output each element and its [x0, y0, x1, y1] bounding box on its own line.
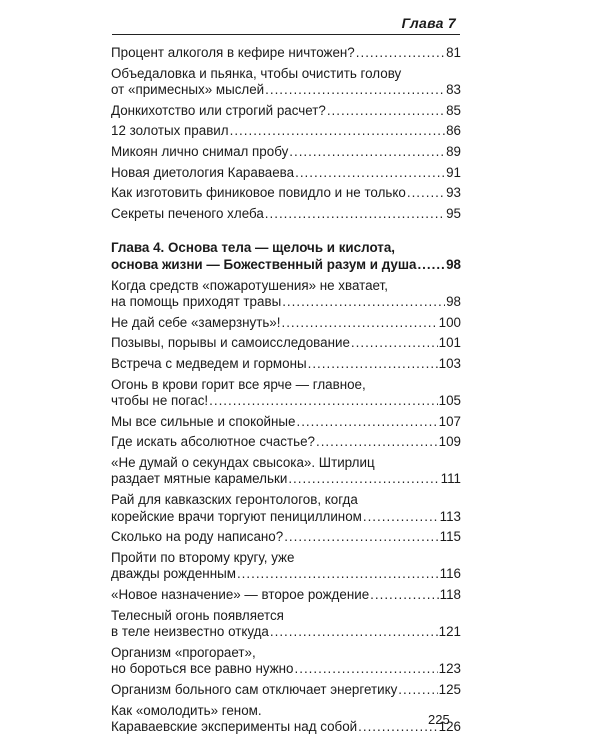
toc-entry-title: Рай для кавказских геронтологов, когда [111, 492, 358, 508]
toc-entry-line [111, 335, 461, 352]
toc-entry-line [111, 529, 461, 546]
toc-entry-line [111, 123, 461, 140]
toc-entry-line [111, 356, 461, 373]
toc-entry-title: Огонь в крови горит все ярче — главное, [111, 376, 366, 392]
toc-page-number: 125 [438, 682, 461, 697]
dot-leader [265, 206, 445, 223]
toc-entry-title: от «примесных» мыслей [111, 82, 265, 98]
toc-entry-title: Объедаловка и пьянка, чтобы очистить голову [111, 65, 402, 81]
toc-entry-title: Встреча с медведем и гормоны [111, 355, 307, 371]
toc-entry-title: в теле неизвестно откуда [111, 624, 269, 640]
toc-entry-title: раздает мятные карамельки [111, 471, 288, 487]
dot-leader [289, 144, 445, 161]
toc-entry [111, 587, 461, 604]
toc-entry-line [111, 45, 461, 62]
toc-entry [111, 335, 461, 352]
toc-entry-title: Секреты печеного хлеба [111, 205, 264, 221]
dot-leader [356, 45, 445, 62]
toc-entry-title: 12 золотых правил [111, 123, 229, 139]
toc-entry-title: Организм «прогорает», [111, 644, 256, 660]
toc-page-number: 116 [439, 566, 461, 582]
toc-page-number: 98 [446, 294, 461, 310]
running-header [112, 14, 460, 36]
toc-entry-line [111, 414, 461, 431]
dot-leader [417, 257, 445, 274]
dot-leader [358, 719, 438, 736]
toc-entry-line [111, 566, 461, 583]
header-rule [112, 34, 460, 35]
dot-leader [282, 294, 445, 311]
toc-entry-title: на помощь приходят травы [111, 294, 282, 310]
toc-entry-line [111, 703, 461, 720]
toc-entry [111, 103, 461, 120]
toc-entry-line [111, 206, 461, 223]
toc-entry-title: Как изготовить финиковое повидло и не только [111, 185, 406, 201]
toc-entry-line [111, 103, 461, 120]
dot-leader [265, 82, 445, 99]
toc-entry [111, 703, 461, 736]
toc-entry [111, 529, 461, 546]
toc-entry [111, 455, 461, 488]
toc-page-number: 123 [438, 661, 461, 677]
toc-entry [111, 278, 461, 311]
toc-entry-line [111, 587, 461, 604]
toc-entry-line [111, 66, 461, 83]
toc-entry-title: Глава 4. Основа тела — щелочь и кислота, [111, 240, 396, 256]
dot-leader [351, 335, 438, 352]
toc-entry-title: Организм больного сам отключает энергетику [111, 682, 398, 697]
toc-entry-line [111, 624, 461, 641]
toc-page-number: 98 [446, 256, 461, 272]
toc-entry-line [111, 682, 461, 699]
toc-entry [111, 414, 461, 431]
toc-entry-line [111, 185, 461, 202]
toc-page-number: 126 [438, 719, 461, 735]
dot-leader [398, 682, 437, 699]
toc-entry-title: «Новое назначение» — второе рождение [111, 587, 370, 603]
toc-entry [111, 492, 461, 525]
toc-entry [111, 550, 461, 583]
toc-entry-line [111, 550, 461, 567]
toc-entry [111, 434, 461, 451]
toc-page-number: 118 [439, 587, 461, 603]
dot-leader [296, 414, 437, 431]
toc-entry [111, 45, 461, 62]
toc-entry-title: основа жизни — Божественный разум и душа [111, 256, 417, 272]
toc-page-number: 113 [439, 508, 461, 524]
toc-entry-line [111, 240, 461, 257]
toc-page-number: 83 [446, 82, 461, 98]
toc-entry-line [111, 294, 461, 311]
toc-entry [111, 608, 461, 641]
dot-leader [230, 123, 445, 140]
toc-page-number: 93 [446, 185, 461, 201]
toc-entry-line [111, 492, 461, 509]
dot-leader [316, 434, 438, 451]
toc-entry-line [111, 719, 461, 736]
toc-entry-title: «Не думай о секундах свысока». Штирлиц [111, 454, 375, 470]
toc-page-number: 101 [438, 335, 461, 351]
toc-entry [111, 356, 461, 373]
toc-page-number: 107 [438, 413, 461, 429]
dot-leader [209, 393, 438, 410]
toc-page-number: 95 [446, 205, 461, 221]
toc-page-number: 100 [438, 314, 461, 330]
toc-entry-title: Новая диетология Караваева [111, 164, 295, 180]
toc-entry-title: Донкихотство или строгий расчет? [111, 102, 326, 118]
toc-entry [111, 66, 461, 99]
dot-leader [288, 471, 439, 488]
toc-entry-title: Не дай себе «замерзнуть»! [111, 314, 281, 330]
toc-page-number: 86 [446, 123, 461, 139]
toc-entry-line [111, 377, 461, 394]
toc-page-number: 81 [446, 45, 461, 60]
toc-entry-title: Мы все сильные и спокойные [111, 413, 296, 429]
toc-entry-line [111, 455, 461, 472]
dot-leader [370, 587, 438, 604]
toc-page-number: 109 [438, 434, 461, 450]
dot-leader [237, 566, 439, 583]
toc-entry [111, 682, 461, 699]
dot-leader [407, 185, 445, 202]
toc-entry-title: дважды рожденным [111, 566, 236, 582]
dot-leader [281, 315, 437, 332]
toc-page-number: 115 [439, 529, 461, 545]
toc-entry-title: Караваевские эксперименты над собой [111, 719, 358, 735]
toc-entry [111, 645, 461, 678]
dot-leader [363, 509, 439, 526]
toc-entry-line [111, 144, 461, 161]
toc-entry [111, 123, 461, 140]
toc-entry-title: корейские врачи торгуют пенициллином [111, 508, 362, 524]
dot-leader [295, 165, 445, 182]
toc-page-number: 103 [438, 355, 461, 371]
toc-page-number: 105 [438, 393, 461, 409]
toc-entry [111, 377, 461, 410]
toc-entry-line [111, 165, 461, 182]
toc-entry-line [111, 315, 461, 332]
toc-entry [111, 185, 461, 202]
toc-entry-line [111, 661, 461, 678]
toc-page-number: 85 [446, 102, 461, 118]
toc-entry-line [111, 608, 461, 625]
toc-entry-line [111, 645, 461, 662]
toc-entry-line [111, 278, 461, 295]
toc-entry-line [111, 257, 461, 274]
toc-entry-title: Микоян лично снимал пробу [111, 143, 289, 159]
toc-entry-title: Процент алкоголя в кефире ничтожен? [111, 45, 355, 60]
toc-chapter-heading [111, 240, 461, 273]
dot-leader [284, 529, 438, 546]
page-number: 225 [428, 712, 450, 727]
toc-entry-line [111, 509, 461, 526]
toc-entry-title: но бороться все равно нужно [111, 661, 294, 677]
toc-entry-line [111, 393, 461, 410]
toc-entry-line [111, 434, 461, 451]
table-of-contents [111, 45, 461, 740]
toc-entry [111, 206, 461, 223]
toc-entry [111, 315, 461, 332]
dot-leader [295, 661, 438, 678]
toc-page-number: 91 [446, 164, 461, 180]
toc-entry-title: Когда средств «пожаротушения» не хватает, [111, 277, 388, 293]
toc-entry-title: Где искать абсолютное счастье? [111, 434, 315, 450]
toc-entry-title: Как «омолодить» геном. [111, 702, 262, 718]
toc-entry [111, 144, 461, 161]
dot-leader [270, 624, 438, 641]
toc-page-number: 89 [446, 143, 461, 159]
toc-page-number: 111 [440, 471, 461, 487]
toc-entry-title: Пройти по второму кругу, уже [111, 549, 295, 565]
dot-leader [327, 103, 445, 120]
toc-entry-title: Сколько на роду написано? [111, 529, 284, 545]
running-header-title: Глава 7 [401, 15, 456, 31]
toc-entry-title: Телесный огонь появляется [111, 607, 284, 623]
dot-leader [308, 356, 438, 373]
toc-entry-line [111, 82, 461, 99]
toc-entry-line [111, 471, 461, 488]
toc-entry-title: Позывы, порывы и самоисследование [111, 335, 350, 351]
toc-entry [111, 165, 461, 182]
toc-page-number: 121 [438, 624, 461, 640]
toc-entry-title: чтобы не погас! [111, 393, 209, 409]
